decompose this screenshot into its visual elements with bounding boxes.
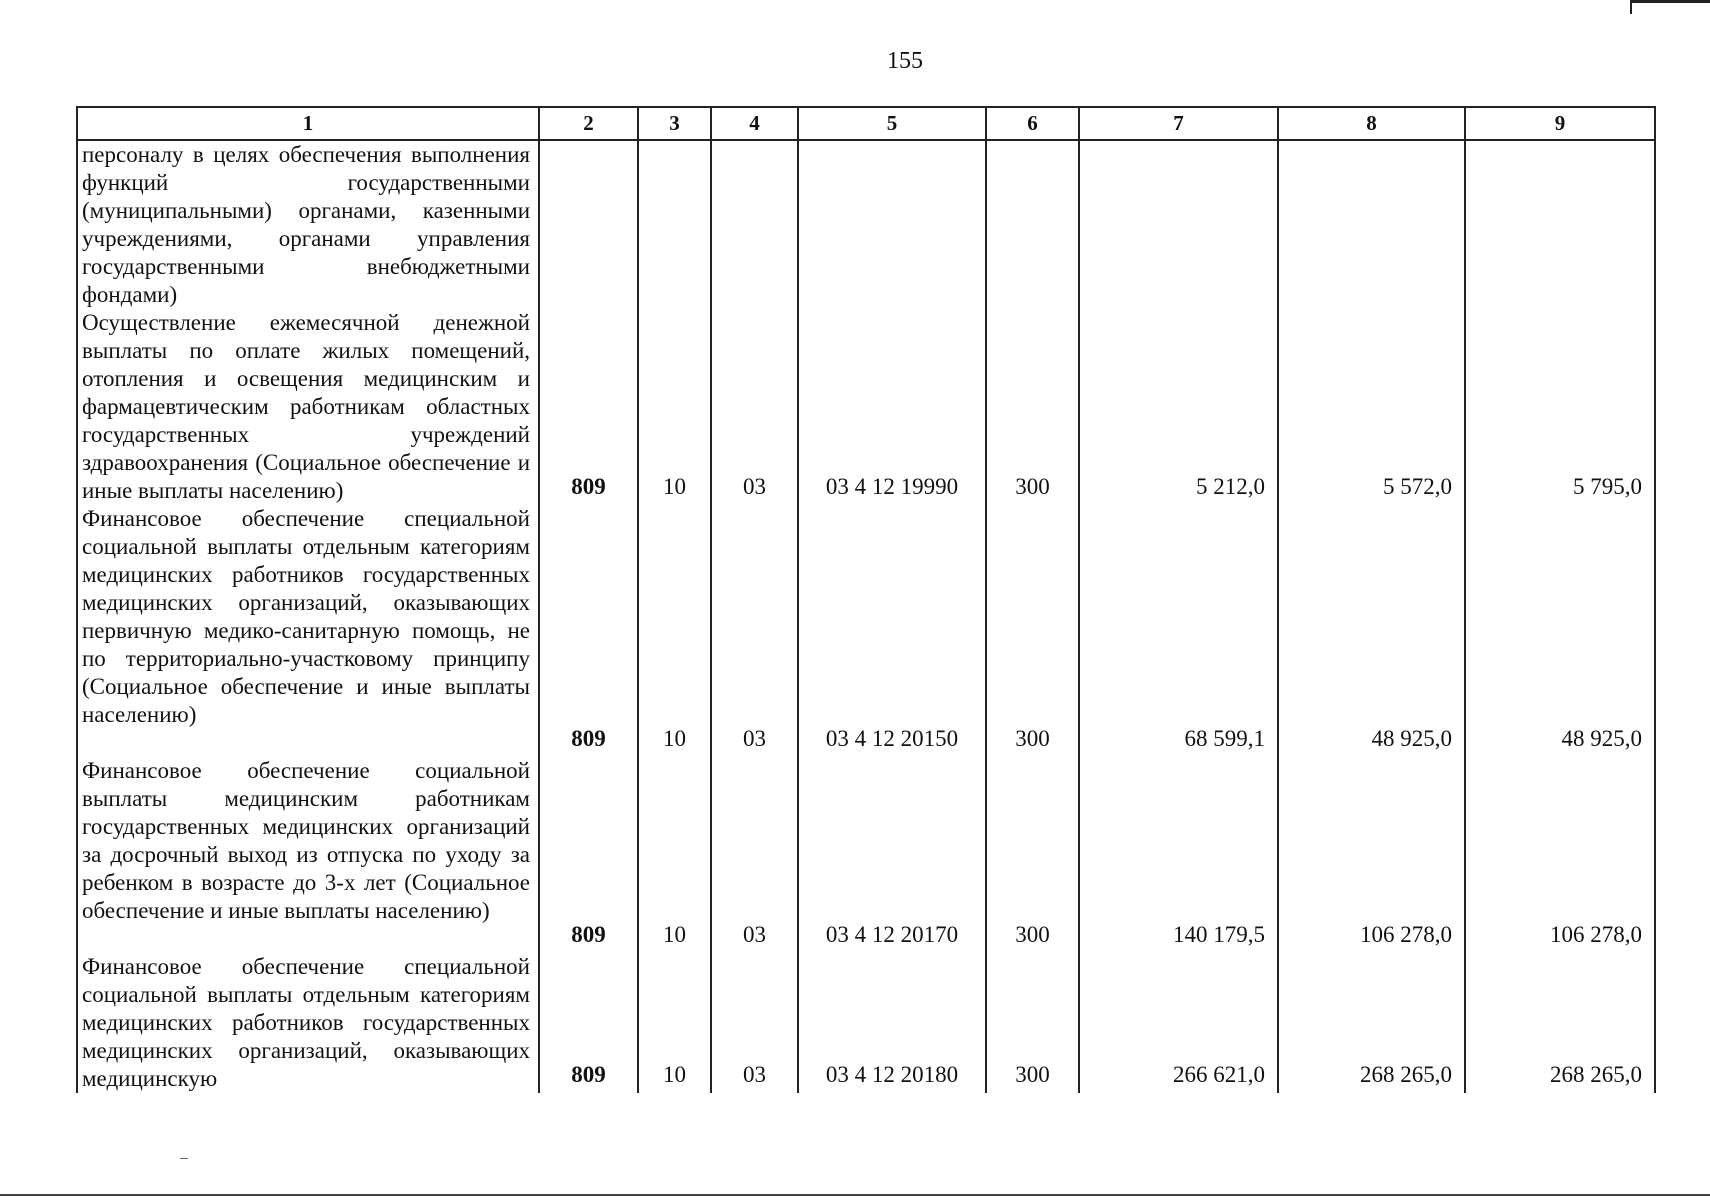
cell-section: 10 xyxy=(638,309,711,505)
col-header-8: 8 xyxy=(1278,107,1465,140)
corner-rule xyxy=(1630,0,1710,3)
cell-subsection: 03 xyxy=(711,757,798,953)
table-row xyxy=(77,953,1655,1093)
header-row xyxy=(77,107,1655,140)
cell-amount-7: 266 621,0 xyxy=(1079,953,1278,1093)
cell-target-article: 03 4 12 20180 xyxy=(798,953,986,1093)
cell-ministry: 809 xyxy=(539,309,638,505)
cell-target-article: 03 4 12 20170 xyxy=(798,757,986,953)
cell-amount-8: 5 572,0 xyxy=(1278,309,1465,505)
table-row xyxy=(77,309,1655,505)
bottom-rule xyxy=(0,1194,1710,1196)
col-header-4: 4 xyxy=(711,107,798,140)
cell-amount-8: 106 278,0 xyxy=(1278,757,1465,953)
table-row xyxy=(77,757,1655,953)
cell-amount-9: 5 795,0 xyxy=(1465,309,1655,505)
row-description: персоналу в целях обеспечения выполнения функций государственными (муниципальными) органами, казенными учреждениями, органами управления государственными внебюджетными фондами) xyxy=(77,140,539,309)
cell-expense-type: 300 xyxy=(986,953,1079,1093)
cell-amount-7 xyxy=(1079,140,1278,309)
cell-amount-9: 106 278,0 xyxy=(1465,757,1655,953)
table-row xyxy=(77,140,1655,309)
row-description: Осуществление ежемесячной денежной выплаты по оплате жилых помещений, отопления и освещения медицинским и фармацевтическим работникам областных государственных учреждений здравоохранения (Социальное обеспечение и иные выплаты населению) xyxy=(77,309,539,505)
table-row xyxy=(77,505,1655,757)
cell-expense-type: 300 xyxy=(986,505,1079,757)
cell-section: 10 xyxy=(638,757,711,953)
cell-amount-7: 5 212,0 xyxy=(1079,309,1278,505)
cell-ministry: 809 xyxy=(539,953,638,1093)
cell-amount-9 xyxy=(1465,140,1655,309)
cell-target-article: 03 4 12 19990 xyxy=(798,309,986,505)
cell-subsection: 03 xyxy=(711,505,798,757)
cell-amount-9: 268 265,0 xyxy=(1465,953,1655,1093)
row-description: Финансовое обеспечение специальной социальной выплаты отдельным категориям медицинских работников государственных медицинских организаций, оказывающих медицинскую xyxy=(77,953,539,1093)
cell-target-article xyxy=(798,140,986,309)
cell-ministry xyxy=(539,140,638,309)
cell-amount-7: 68 599,1 xyxy=(1079,505,1278,757)
cell-expense-type: 300 xyxy=(986,309,1079,505)
page-number: 155 xyxy=(887,48,923,74)
col-header-7: 7 xyxy=(1079,107,1278,140)
cell-subsection xyxy=(711,140,798,309)
col-header-2: 2 xyxy=(539,107,638,140)
col-header-5: 5 xyxy=(798,107,986,140)
cell-expense-type xyxy=(986,140,1079,309)
budget-table xyxy=(76,106,1656,1093)
cell-ministry: 809 xyxy=(539,757,638,953)
row-description: Финансовое обеспечение специальной социальной выплаты отдельным категориям медицинских работников государственных медицинских организаций, оказывающих первичную медико-санитарную помощь, не по территориально-участковому принципу (Социальное обеспечение и иные выплаты населению) xyxy=(77,505,539,757)
col-header-6: 6 xyxy=(986,107,1079,140)
cell-section xyxy=(638,140,711,309)
cell-subsection: 03 xyxy=(711,309,798,505)
cell-ministry: 809 xyxy=(539,505,638,757)
scan-mark xyxy=(180,1158,188,1159)
corner-rule-vertical xyxy=(1630,0,1632,14)
cell-subsection: 03 xyxy=(711,953,798,1093)
cell-amount-8 xyxy=(1278,140,1465,309)
cell-expense-type: 300 xyxy=(986,757,1079,953)
col-header-9: 9 xyxy=(1465,107,1655,140)
cell-amount-9: 48 925,0 xyxy=(1465,505,1655,757)
cell-amount-8: 48 925,0 xyxy=(1278,505,1465,757)
col-header-1: 1 xyxy=(77,107,539,140)
cell-target-article: 03 4 12 20150 xyxy=(798,505,986,757)
cell-amount-8: 268 265,0 xyxy=(1278,953,1465,1093)
cell-amount-7: 140 179,5 xyxy=(1079,757,1278,953)
row-description: Финансовое обеспечение социальной выплаты медицинским работникам государственных медицинских организаций за досрочный выход из отпуска по уходу за ребенком в возрасте до 3-х лет (Социальное обеспечение и иные выплаты населению) xyxy=(77,757,539,953)
col-header-3: 3 xyxy=(638,107,711,140)
cell-section: 10 xyxy=(638,953,711,1093)
cell-section: 10 xyxy=(638,505,711,757)
